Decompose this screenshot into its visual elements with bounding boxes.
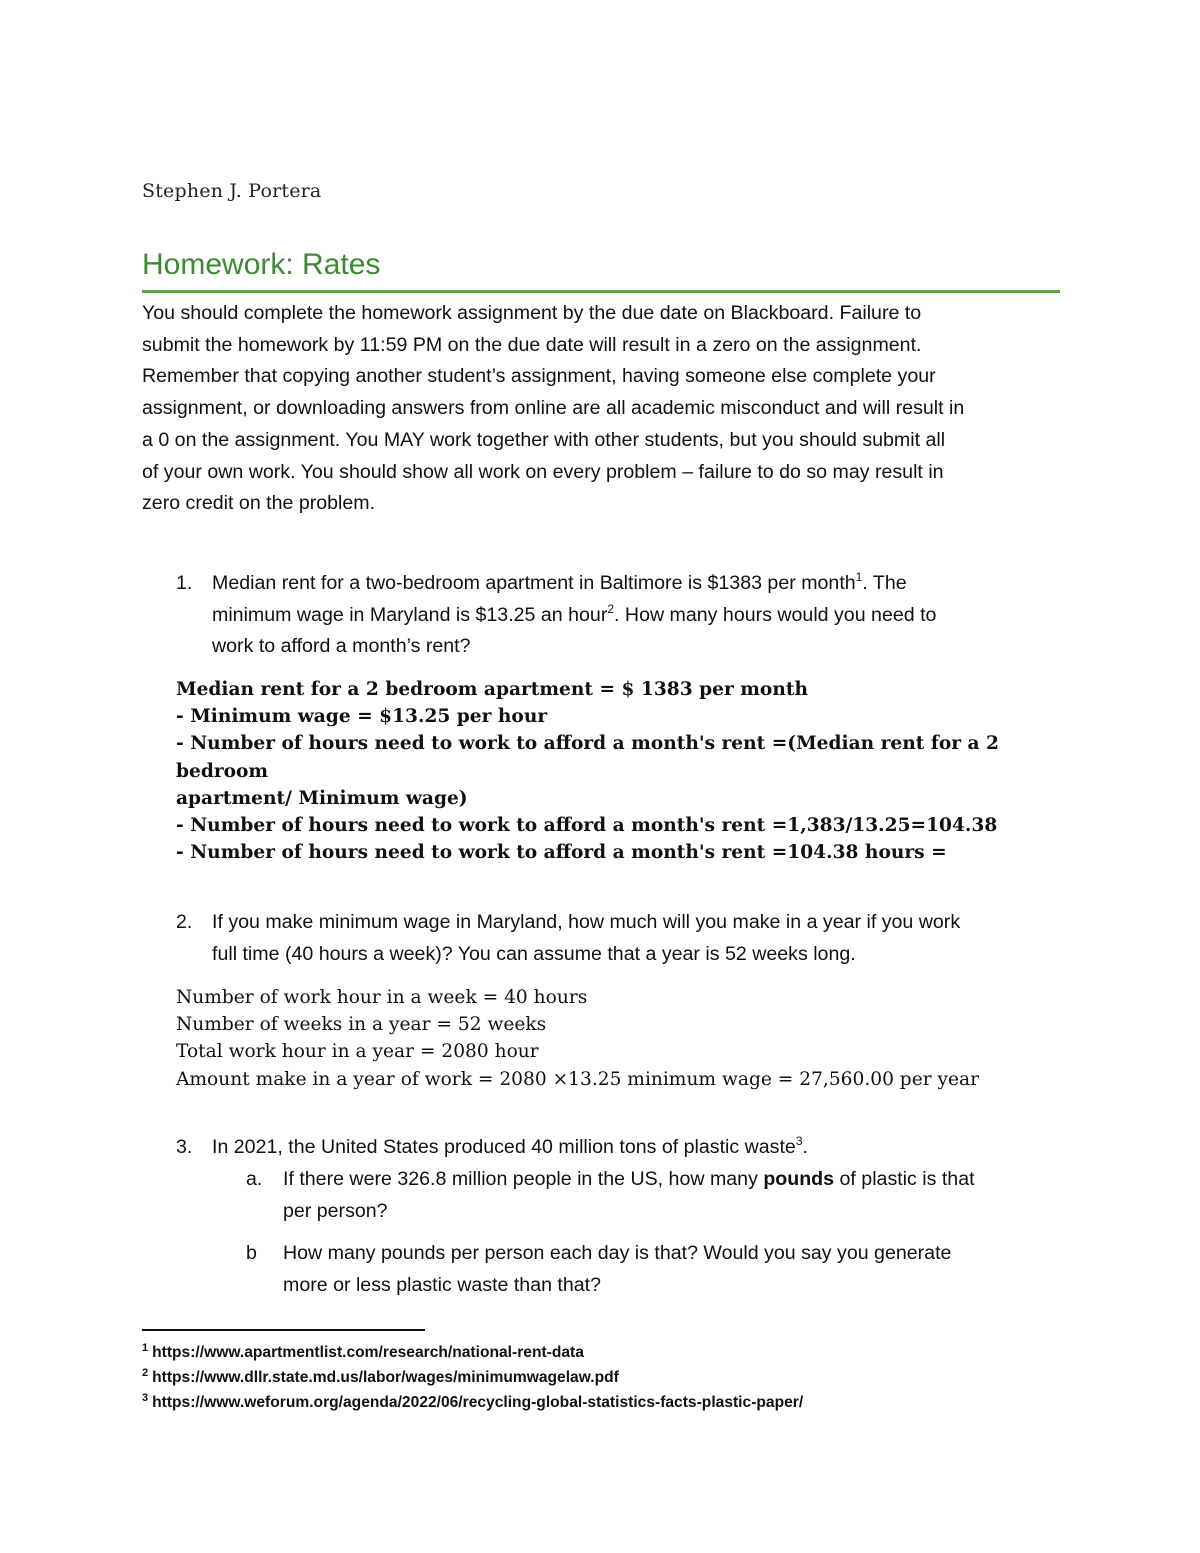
question-line [212,568,936,600]
footnote-number: 3 [142,1392,149,1404]
footnote-item [142,1340,803,1365]
question-line: If you make minimum wage in Maryland, how much will you make in a year if you work [212,911,961,933]
question-line: How many pounds per person each day is that? Would you say you generate [283,1242,952,1264]
footnote-link[interactable]: https://www.weforum.org/agenda/2022/06/recycling-global-statistics-facts-plastic-paper/ [152,1394,804,1411]
answer-line: Number of weeks in a year = 52 weeks [176,1014,547,1036]
instructions-line: a 0 on the assignment. You MAY work together with other students, but you should submit all [142,428,946,451]
question-text: . The [862,572,907,594]
footnote-ref[interactable]: 3 [795,1134,803,1148]
instructions-line: You should complete the homework assignment by the due date on Blackboard. Failure to [142,302,922,324]
instructions-line: of your own work. You should show all work on every problem – failure to do so may result in [142,460,944,483]
footnote-item [142,1390,803,1415]
instructions-paragraph [142,298,1062,520]
footnote-separator [142,1329,425,1331]
footnote-item [142,1365,803,1390]
answer-line: bedroom [176,760,269,782]
footnote-ref[interactable]: 1 [855,570,863,584]
answer-line: Amount make in a year of work = 2080 ×13.25 minimum wage = 27,560.00 per year [176,1068,979,1090]
footnote-link[interactable]: https://www.apartmentlist.com/research/national-rent-data [152,1344,584,1361]
answer-line: Total work hour in a year = 2080 hour [176,1041,539,1063]
question-3b [246,1238,951,1301]
sub-question-label: b [246,1242,257,1264]
question-text: Median rent for a two-bedroom apartment in Baltimore is $1383 per month [212,572,856,594]
author-name: Stephen J. Portera [142,180,322,202]
answer-line: Number of work hour in a week = 40 hours [176,987,588,1008]
question-3a [246,1164,975,1227]
question-text: . How many hours would you need to [614,603,937,626]
title-underline [142,290,1060,293]
question-line [212,600,936,632]
question-line: work to afford a month’s rent? [212,635,471,657]
question-2 [176,907,960,970]
question-line [212,1132,808,1164]
question-number: 1. [176,572,193,594]
page-title: Homework: Rates [142,248,381,281]
question-text: of plastic is that [834,1168,975,1190]
question-number: 3. [176,1136,193,1158]
footnotes [142,1340,803,1415]
question-text: If there were 326.8 million people in the US, how many [283,1168,764,1190]
instructions-line: submit the homework by 11:59 PM on the due date will result in a zero on the assignment. [142,333,922,356]
instructions-line: zero credit on the problem. [142,492,376,515]
answer-2 [176,984,979,1093]
footnote-ref[interactable]: 2 [607,601,615,616]
question-text: minimum wage in Maryland is $13.25 an hour [212,603,608,626]
answer-line: Median rent for a 2 bedroom apartment = $ 1383 per month [176,679,808,700]
question-line: full time (40 hours a week)? You can assume that a year is 52 weeks long. [212,942,856,965]
answer-line: - Number of hours need to work to afford a month's rent =1,383/13.25=104.38 [176,815,998,837]
question-line [283,1164,975,1196]
answer-line: apartment/ Minimum wage) [176,787,468,809]
instructions-line: assignment, or downloading answers from online are all academic misconduct and will result in [142,397,965,420]
answer-line: - Number of hours need to work to afford a month's rent =104.38 hours = [176,842,947,864]
emphasis-text: pounds [763,1168,835,1190]
question-number: 2. [176,911,193,933]
footnote-link[interactable]: https://www.dllr.state.md.us/labor/wages/minimumwagelaw.pdf [152,1369,619,1386]
question-text: . [802,1136,808,1158]
question-line: more or less plastic waste than that? [283,1273,602,1296]
question-1 [176,568,936,663]
answer-line: - Number of hours need to work to afford a month's rent =(Median rent for a 2 [176,733,999,755]
sub-question-label: a. [246,1168,263,1190]
answer-line: - Minimum wage = $13.25 per hour [176,706,548,728]
question-text: In 2021, the United States produced 40 million tons of plastic waste [212,1136,796,1158]
footnote-number: 2 [142,1367,149,1379]
footnote-number: 1 [142,1342,149,1354]
question-line: per person? [283,1199,388,1222]
instructions-line: Remember that copying another student’s assignment, having someone else complete your [142,365,936,388]
answer-1 [176,676,999,866]
question-3 [176,1132,808,1164]
